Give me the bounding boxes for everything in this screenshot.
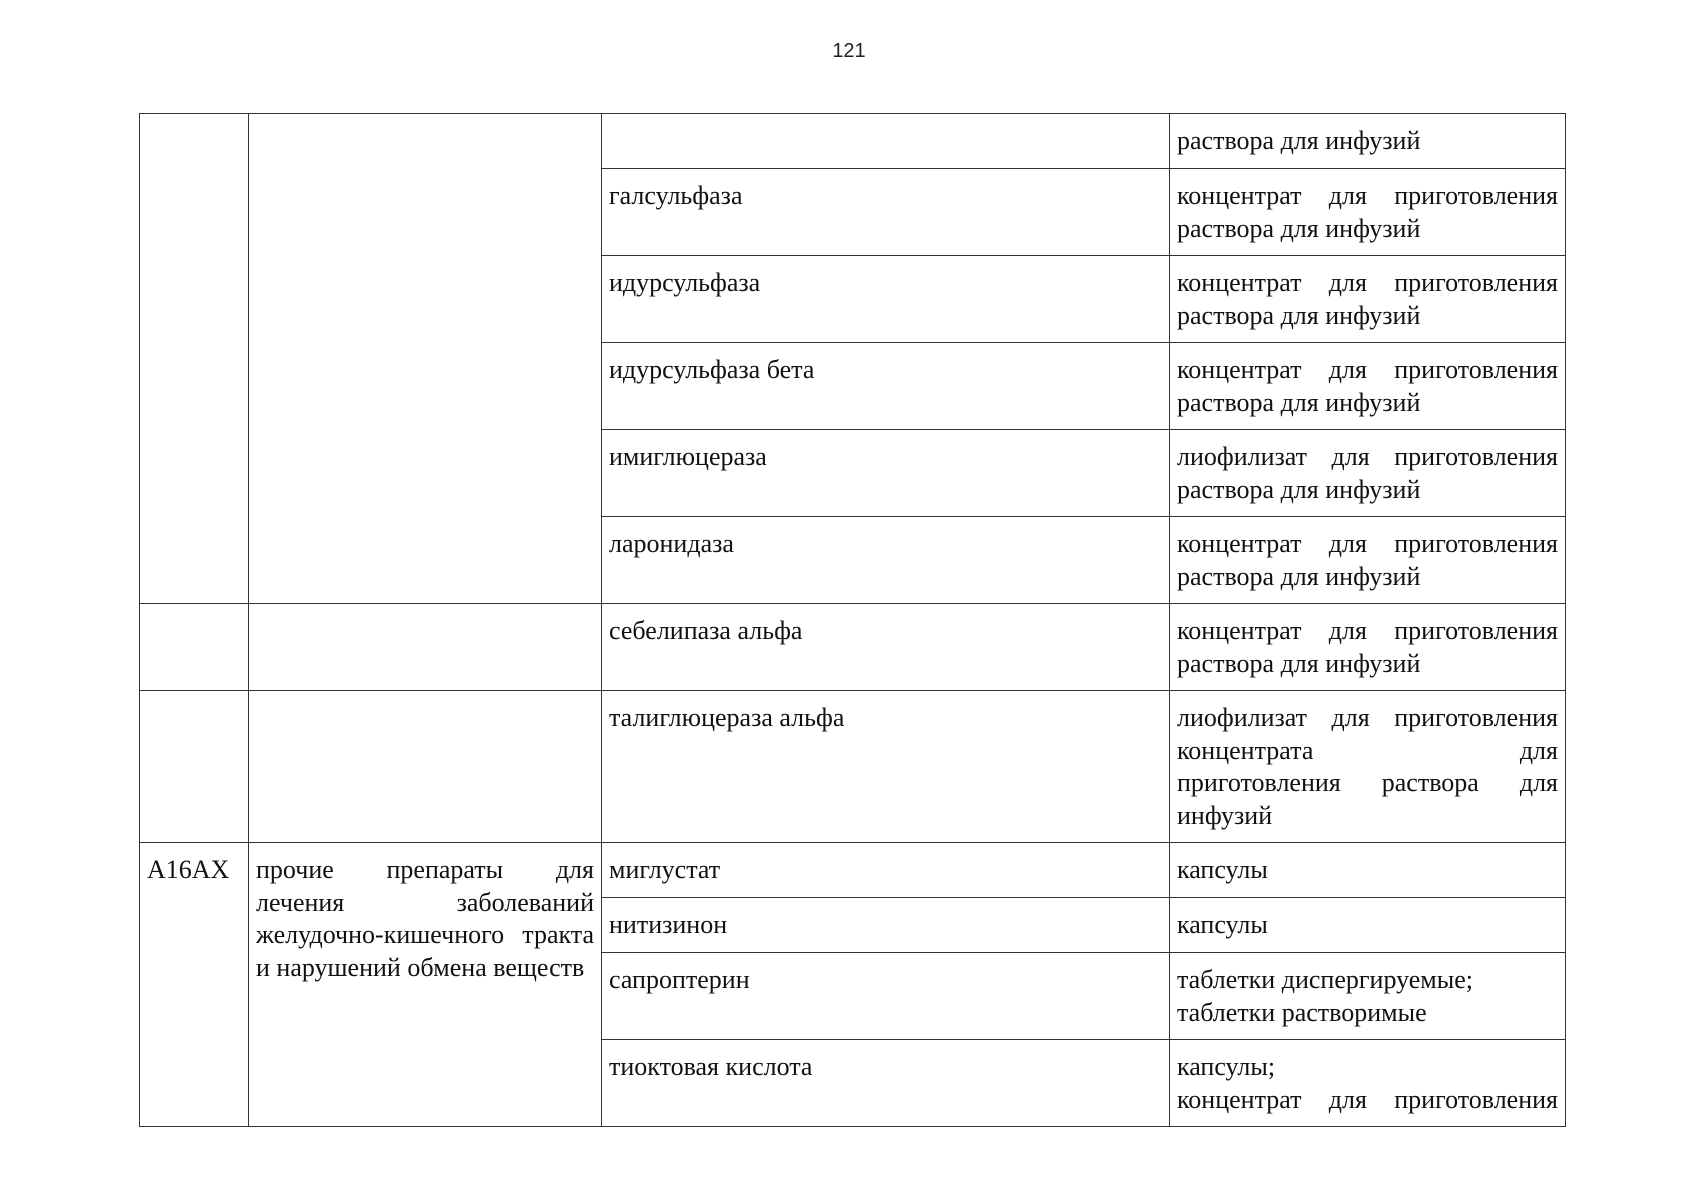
dosage-form-line: раствора для инфузий: [1177, 126, 1421, 155]
group-cell: [249, 691, 602, 843]
dosage-form-line: концентрат для приготовления: [1177, 1084, 1558, 1114]
dosage-form-cell: [1170, 898, 1566, 953]
dosage-form-cell: [1170, 343, 1566, 430]
dosage-form-cell: [1170, 169, 1566, 256]
dosage-form-line: таблетки диспергируемые;: [1177, 965, 1473, 994]
dosage-form-line: раствора для инфузий: [1177, 474, 1421, 504]
atc-code-cell: A16AX: [140, 843, 249, 1127]
dosage-form-line: концентрат для приготовления: [1177, 529, 1558, 558]
atc-code-cell: [140, 114, 249, 604]
dosage-form-cell: [1170, 430, 1566, 517]
drug-name-cell: тиоктовая кислота: [602, 1040, 1170, 1127]
drug-name-cell: галсульфаза: [602, 169, 1170, 256]
dosage-form-cell: [1170, 691, 1566, 843]
drug-name-cell: сапроптерин: [602, 953, 1170, 1040]
drug-name-cell: талиглюцераза альфа: [602, 691, 1170, 843]
dosage-form-line: концентрат для приготовления: [1177, 616, 1558, 645]
dosage-form-line: таблетки растворимые: [1177, 997, 1427, 1027]
dosage-form-cell: [1170, 843, 1566, 898]
dosage-form-cell: [1170, 114, 1566, 169]
group-cell: [249, 114, 602, 604]
dosage-form-line: раствора для инфузий: [1177, 387, 1421, 417]
table-row: [140, 604, 1566, 691]
drug-name-cell: имиглюцераза: [602, 430, 1170, 517]
dosage-form-line: капсулы: [1177, 910, 1268, 939]
dosage-form-line: лиофилизат для приготовления: [1177, 442, 1558, 471]
group-cell: прочие препараты для лечения заболеваний желудочно-кишечного тракта и нарушений обмена веществ: [249, 843, 602, 1127]
page-number: 121: [832, 40, 866, 62]
dosage-form-line: раствора для инфузий: [1177, 648, 1421, 678]
dosage-form-line: концентрат для приготовления: [1177, 268, 1558, 297]
dosage-form-line: инфузий: [1177, 800, 1273, 830]
drug-name-cell: нитизинон: [602, 898, 1170, 953]
atc-code-cell: [140, 604, 249, 691]
dosage-form-line: раствора для инфузий: [1177, 213, 1421, 243]
dosage-form-line: приготовления раствора для: [1177, 768, 1558, 797]
dosage-form-cell: [1170, 517, 1566, 604]
table-row: [140, 843, 1566, 898]
atc-code-cell: [140, 691, 249, 843]
dosage-form-line: раствора для инфузий: [1177, 300, 1421, 330]
dosage-form-line: лиофилизат для приготовления: [1177, 703, 1558, 732]
drug-name-cell: [602, 114, 1170, 169]
dosage-form-cell: [1170, 1040, 1566, 1127]
drug-name-cell: идурсульфаза бета: [602, 343, 1170, 430]
dosage-form-line: концентрат для приготовления: [1177, 181, 1558, 210]
drug-name-cell: идурсульфаза: [602, 256, 1170, 343]
drug-name-cell: себелипаза альфа: [602, 604, 1170, 691]
dosage-form-cell: [1170, 953, 1566, 1040]
table-row: [140, 691, 1566, 843]
dosage-form-line: капсулы: [1177, 855, 1268, 884]
group-cell: [249, 604, 602, 691]
drug-table: [139, 113, 1566, 1127]
dosage-form-line: концентрат для приготовления: [1177, 355, 1558, 384]
dosage-form-cell: [1170, 256, 1566, 343]
dosage-form-line: капсулы;: [1177, 1052, 1276, 1081]
dosage-form-line: раствора для инфузий: [1177, 561, 1421, 591]
drug-name-cell: миглустат: [602, 843, 1170, 898]
dosage-form-cell: [1170, 604, 1566, 691]
table-row: [140, 114, 1566, 169]
drug-name-cell: ларонидаза: [602, 517, 1170, 604]
dosage-form-line: концентрата для: [1177, 735, 1558, 765]
